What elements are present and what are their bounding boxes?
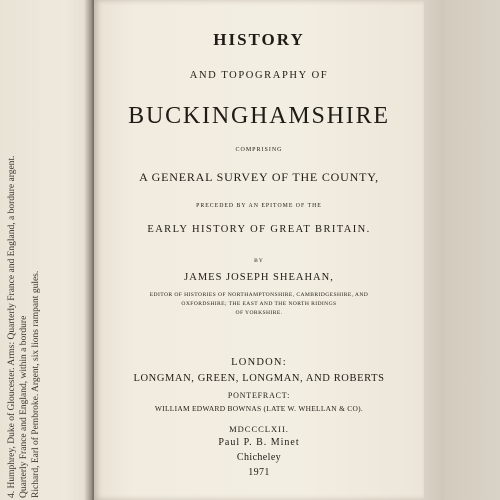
title-page: [94, 0, 424, 500]
title-county: BUCKINGHAMSHIRE: [128, 103, 390, 129]
left-page-text: [6, 155, 42, 498]
subtitle-general-survey: A GENERAL SURVEY OF THE COUNTY,: [139, 170, 379, 184]
author-name: JAMES JOSEPH SHEAHAN,: [184, 272, 334, 283]
imprint-city: LONDON:: [231, 357, 287, 368]
title-history: HISTORY: [213, 30, 305, 49]
left-page-line-2: Quarterly France and England, within a bordure: [19, 315, 29, 498]
left-facing-page: [0, 0, 92, 500]
left-page-line-1: 4. Humphrey, Duke of Gloucester. Arms: Quarterly France and England, a bordure argent.: [7, 155, 17, 498]
author-credentials-line-2: OXFORDSHIRE; THE EAST AND THE NORTH RIDINGS: [181, 301, 337, 307]
author-credentials-line-3: OF YORKSHIRE.: [235, 310, 283, 316]
reprint-place: Chicheley: [236, 452, 282, 463]
author-credentials-line-1: EDITOR OF HISTORIES OF NORTHAMPTONSHIRE, CAMBRIDGESHIRE, AND: [149, 292, 369, 298]
imprint-year: MDCCCLXII.: [229, 424, 289, 434]
left-page-line-3: Richard, Earl of Pembroke. Argent, six lions rampant gules.: [31, 270, 41, 498]
background-surface: [444, 0, 500, 500]
subtitle-early-history: EARLY HISTORY OF GREAT BRITAIN.: [147, 224, 371, 235]
subtitle-preceded: PRECEDED BY AN EPITOME OF THE: [196, 203, 322, 209]
imprint-pontefract: PONTEFRACT:: [227, 391, 291, 400]
reprint-year: 1971: [248, 467, 270, 478]
imprint-publishers: LONGMAN, GREEN, LONGMAN, AND ROBERTS: [133, 373, 385, 384]
imprint-printer: WILLIAM EDWARD BOWNAS (LATE W. WHELLAN & CO).: [154, 404, 364, 413]
title-and-topography: AND TOPOGRAPHY OF: [189, 70, 329, 81]
reprint-publisher: Paul P. B. Minet: [218, 437, 300, 448]
subtitle-comprising: COMPRISING: [235, 147, 283, 153]
page-block-edge: [424, 0, 444, 500]
byline-by: BY: [254, 258, 264, 264]
gutter-shadow: [84, 0, 94, 500]
